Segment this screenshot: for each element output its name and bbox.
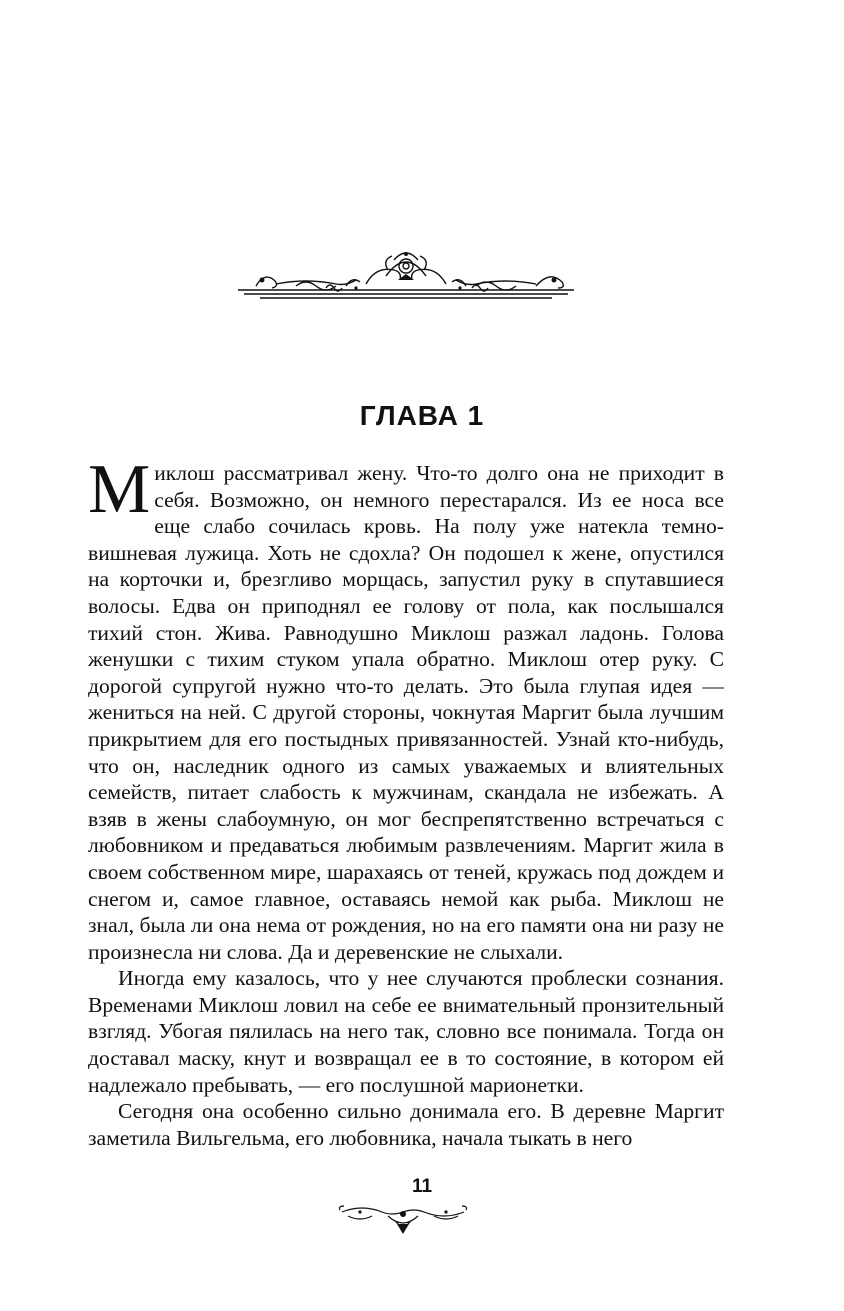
paragraph-text: иклош рассматривал жену. Что-то долго она не приходит в себя. Возможно, он немного перестарался. Из ее носа все еще слабо сочилась кровь. На полу уже натекла темно-вишневая лужица. Хоть не сдохла? Он подошел к жене, опустился на корточки и, брезгливо морщась, запустил руку в спутавшиеся волосы. Едва он приподнял ее голову от пола, как послышался тихий стон. Жива. Равнодушно Миклош разжал ладонь. Голова женушки с тихим стуком упала обратно. Миклош отер руку. С дорогой супругой нужно что-то делать. Это была глупая идея — жениться на ней. С другой стороны, чокнутая Маргит была лучшим прикрытием для его постыдных привязанностей. Узнай кто-нибудь, что он, наследник одного из самых уважаемых и влиятельных семейств, питает слабость к мужчинам, скандала не избежать. А взяв в жены слабоумную, он мог беспрепятственно встречаться с любовником и предаваться любимым развлечениям. Маргит жила в своем собственном мире, шарахаясь от теней, кружась под дождем и снегом и, самое главное, оставаясь немой как рыба. Миклош не знал, была ли она нема от рождения, но на его памяти она ни разу не произнесла ни слова. Да и деревенские не слыхали.: [88, 461, 724, 964]
paragraph: [88, 451, 724, 965]
page-number: 11: [411, 1176, 433, 1197]
chapter-text: [88, 451, 724, 1151]
drop-cap: М: [88, 451, 151, 528]
paragraph: Иногда ему казалось, что у нее случаются проблески сознания. Временами Миклош ловил на себе ее внимательный пронзительный взгляд. Убогая пялилась на него так, словно все понимала. Тогда он доставал маску, кнут и возвращал ее в то состояние, в котором ей надлежало пребывать, — его послушной марионетки.: [88, 966, 724, 1097]
flourish-ornament-icon: [338, 1202, 468, 1236]
paragraph: Сегодня она особенно сильно донимала его. В деревне Маргит заметила Вильгельма, его любовника, начала тыкать в него: [88, 1099, 724, 1150]
scroll-ornament-icon: [236, 246, 576, 302]
chapter-title: ГЛАВА 1: [359, 400, 485, 431]
